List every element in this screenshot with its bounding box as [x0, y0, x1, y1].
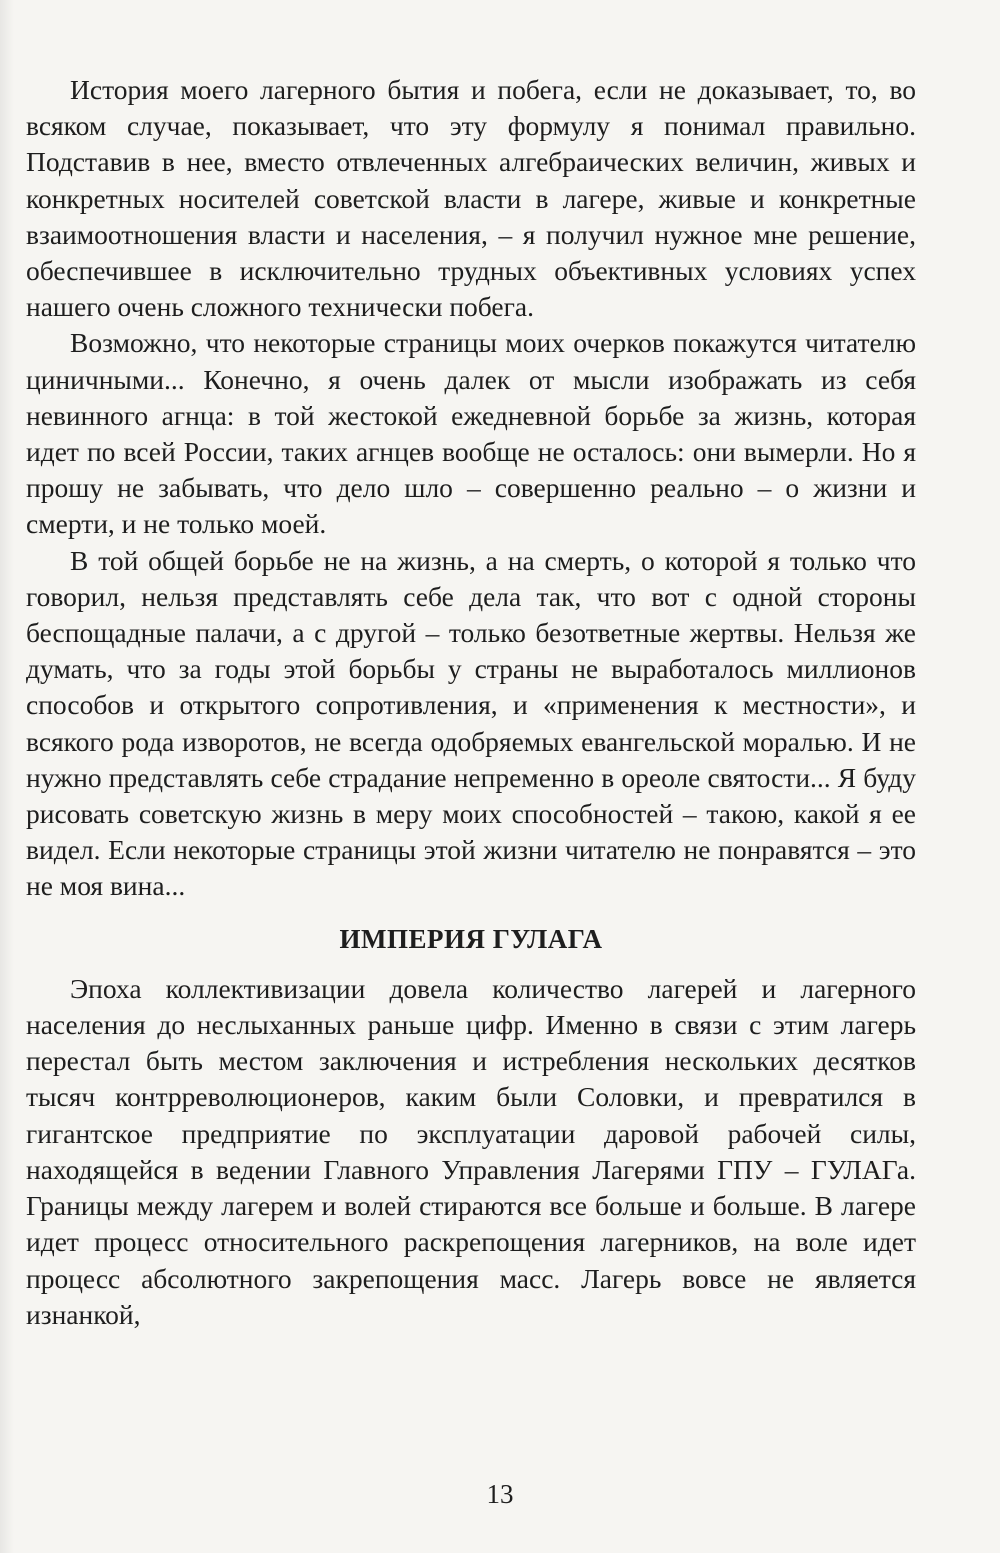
paragraph-1: История моего лагерного бытия и побега, если не доказывает, то, во всяком случае, показывает, что эту формулу я понимал правильно. Подставив в нее, вместо отвлеченных алгебраических величин, живых и конкретных носителей советской власти в лагере, живые и конкретные взаимоотношения власти и населения, – я получил нужное мне решение, обеспечившее в исключительно трудных объективных условиях успех нашего очень сложного технически побега. [26, 74, 916, 323]
paragraph-3: В той общей борьбе не на жизнь, а на смерть, о которой я только что говорил, нельзя представлять себе дела так, что вот с одной стороны беспощадные палачи, а с другой – только безответные жертвы. Нельзя же думать, что за годы этой борьбы у страны не выработалось миллионов способов и открытого сопротивления, и «применения к местности», и всякого рода изворотов, не всегда одобряемых евангельской моралью. И не нужно представлять себе страдание непременно в ореоле святости... Я буду рисовать советскую жизнь в меру моих способностей – такою, какой я ее видел. Если некоторые страницы этой жизни читателю не понравятся – это не моя вина... [26, 544, 916, 902]
book-page [26, 72, 916, 1333]
paragraph-4: Эпоха коллективизации довела количество лагерей и лагерного населения до неслыханных раньше цифр. Именно в связи с этим лагерь перестал быть местом заключения и истребления нескольких десятков тысяч контрреволюционеров, каким были Соловки, и превратился в гигантское предприятие по эксплуатации даровой рабочей силы, находящейся в ведении Главного Управления Лагерями ГПУ – ГУЛАГа. Границы между лагерем и волей стираются все больше и больше. В лагере идет процесс относительного раскрепощения лагерников, на воле идет процесс абсолютного закрепощения масс. Лагерь вовсе не является изнанкой, [26, 972, 916, 1330]
paragraph-2: Возможно, что некоторые страницы моих очерков покажутся читателю циничными... Конечно, я очень далек от мысли изображать из себя невинного агнца: в той жестокой ежедневной борьбе за жизнь, которая идет по всей России, таких агнцев вообще не осталось: они вымерли. Но я прошу не забывать, что дело шло – совершенно реально – о жизни и смерти, и не только моей. [26, 327, 916, 540]
page-edge-shadow [0, 0, 14, 1553]
page-number: 13 [486, 1479, 514, 1509]
section-heading: ИМПЕРИЯ ГУЛАГА [339, 923, 603, 954]
